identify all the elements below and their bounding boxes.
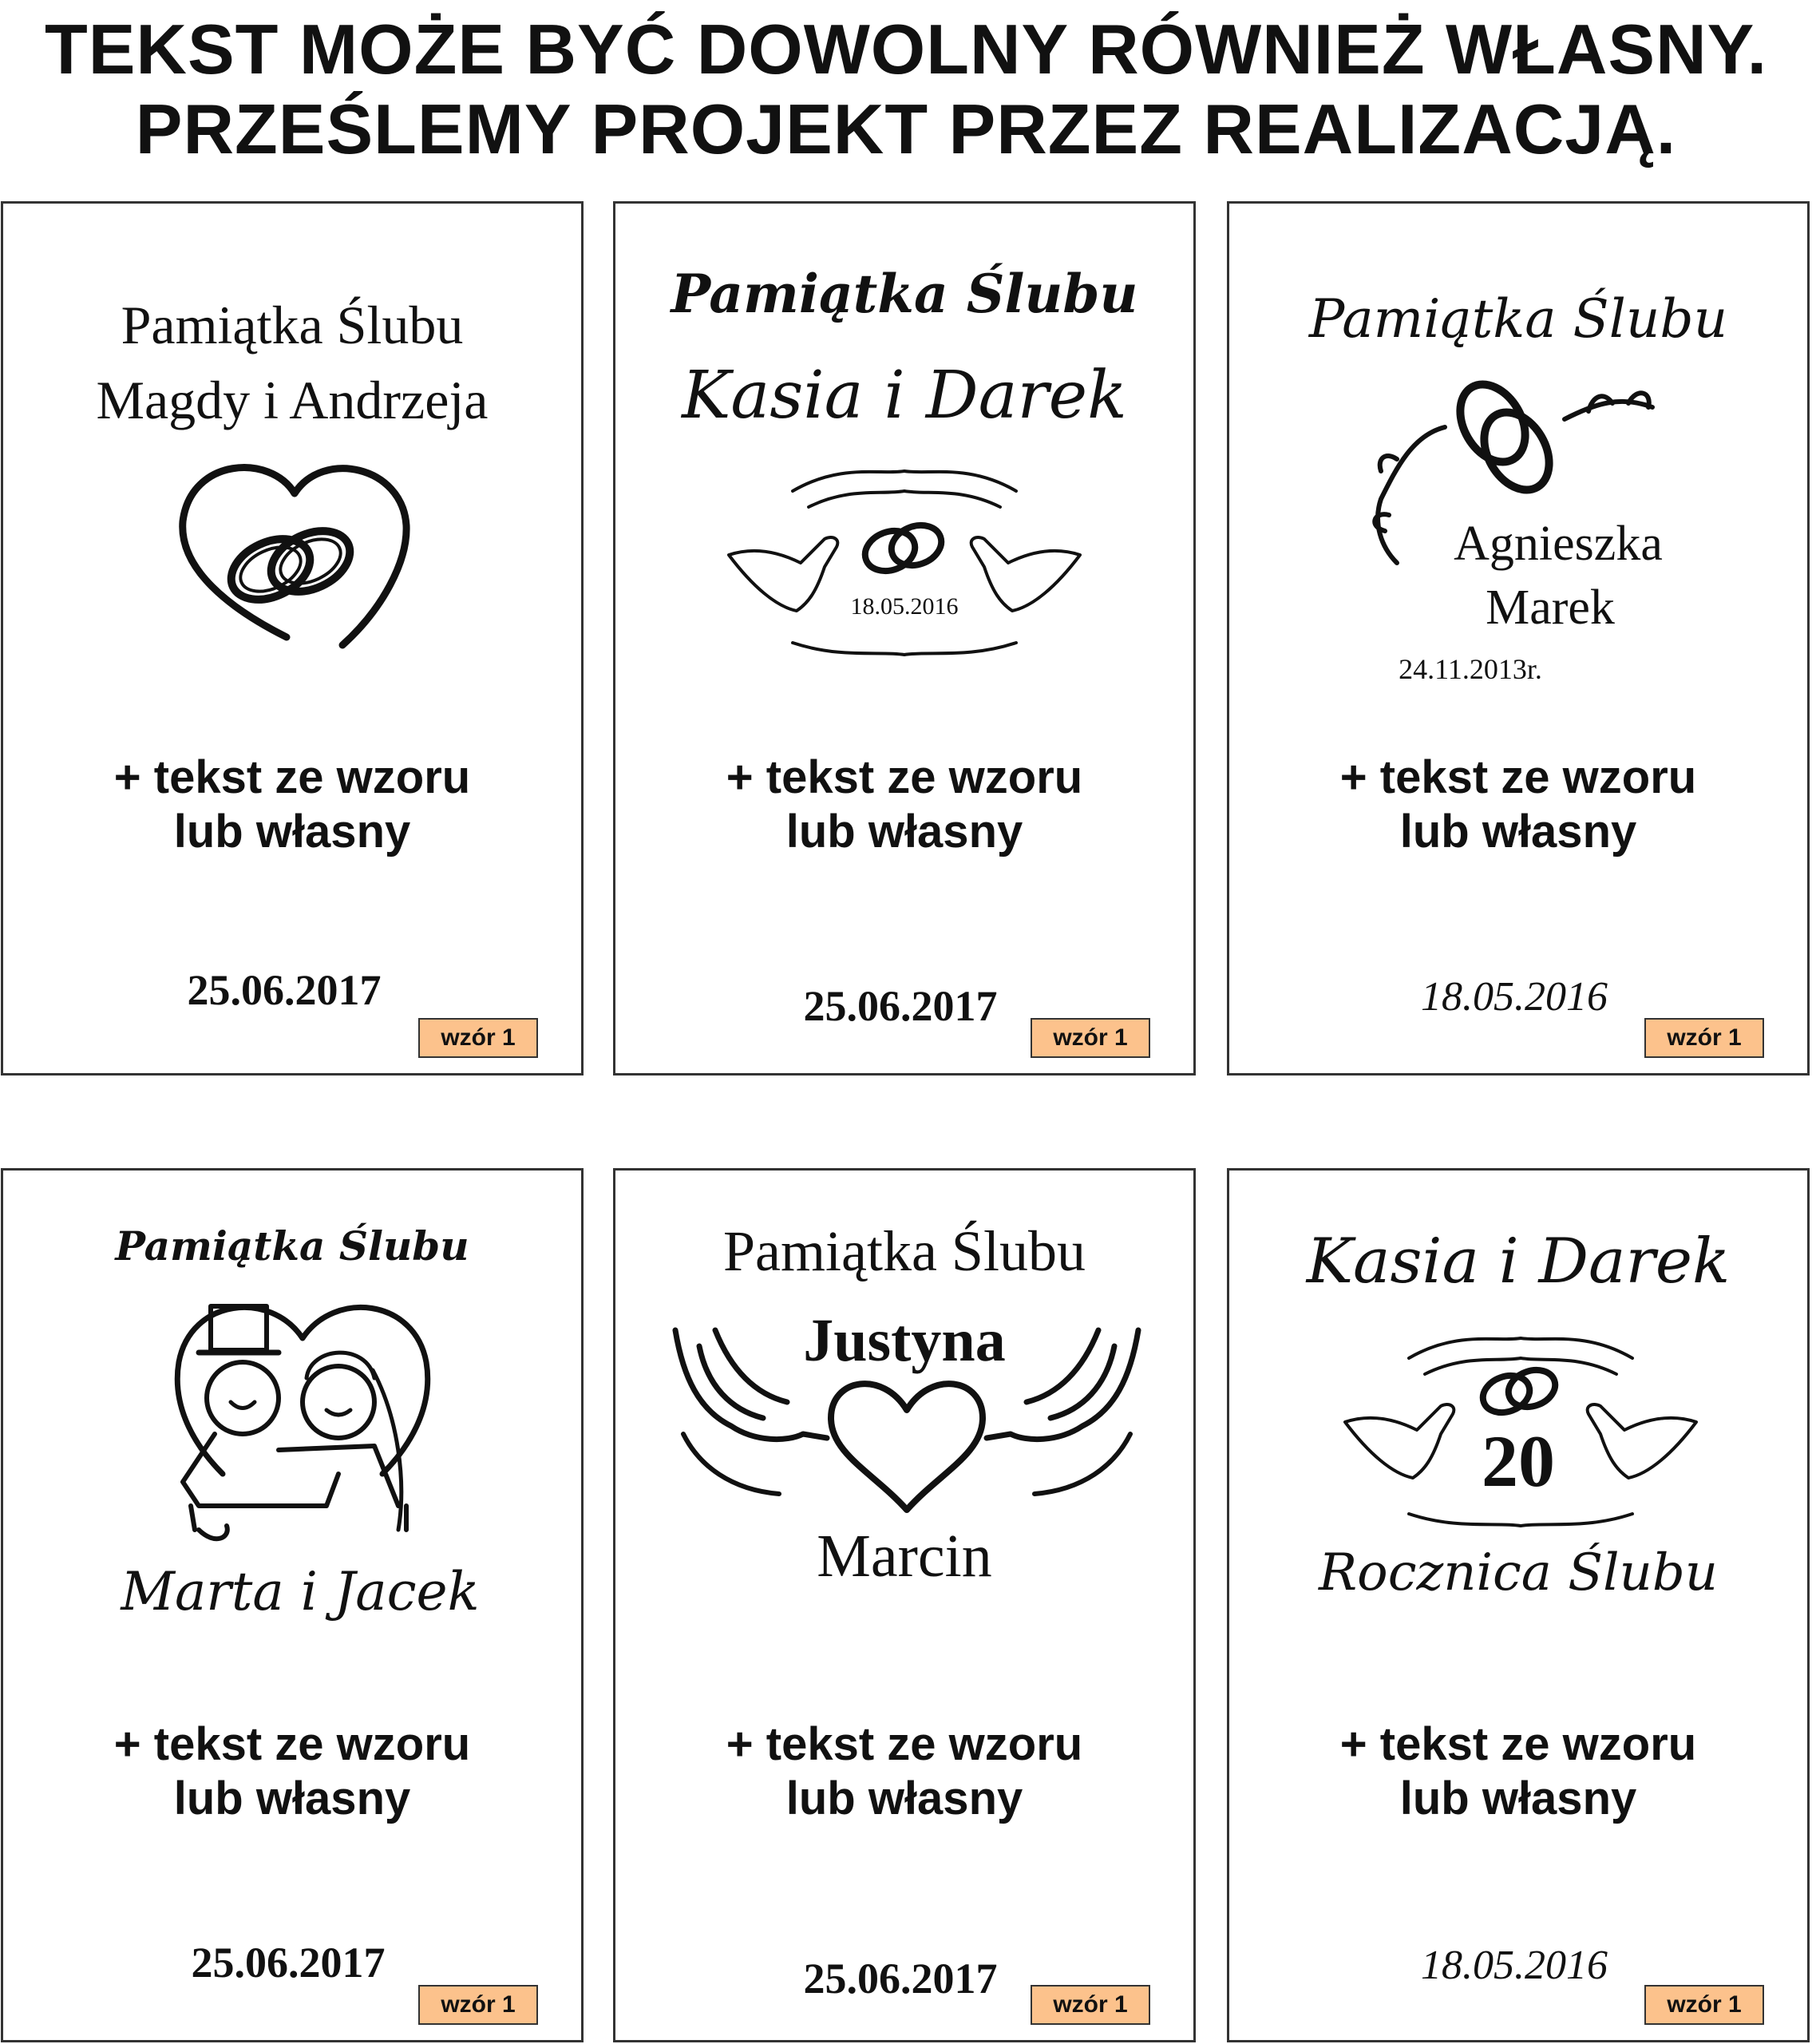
card-subtitle: Rocznica Ślubu [1318,1543,1719,1602]
card-date: 25.06.2017 [191,1939,386,1987]
design-card-4[interactable] [1,1168,584,2042]
card-name-2: Marek [1486,580,1615,635]
extra-text-line-2: lub własny [173,806,411,858]
pattern-badge[interactable]: wzór 1 [1644,1018,1764,1058]
design-card-3[interactable] [1227,201,1810,1075]
card-date: 18.05.2016 [1421,1943,1608,1988]
card-title: Pamiątka Ślubu [723,1219,1086,1283]
card-name-1: Justyna [803,1307,1006,1374]
pattern-badge[interactable]: wzór 1 [1031,1985,1150,2025]
extra-text-line-2: lub własny [785,1773,1023,1824]
card-date: 25.06.2017 [803,1955,998,2002]
card-names: Magdy i Andrzeja [96,370,489,430]
extra-text-line-1: + tekst ze wzoru [113,751,471,803]
pattern-badge[interactable]: wzór 1 [1031,1018,1150,1058]
extra-text-line-1: + tekst ze wzoru [726,751,1083,803]
pattern-badge[interactable]: wzór 1 [418,1018,538,1058]
headline-line-2: PRZEŚLEMY PROJEKT PRZEZ REALIZACJĄ. [135,89,1677,168]
extra-text-line-2: lub własny [785,806,1023,858]
design-card-5[interactable] [613,1168,1196,2042]
headline-line-1: TEKST MOŻE BYĆ DOWOLNY RÓWNIEŻ WŁASNY. [44,10,1768,89]
design-card-6[interactable] [1227,1168,1810,2042]
anniversary-number: 20 [1482,1420,1555,1502]
heart-rings-icon [175,450,414,657]
card-date: 25.06.2017 [187,966,382,1014]
card-date: 25.06.2017 [803,982,998,1030]
card-title: Kasia i Darek [1306,1226,1731,1297]
extra-text-line-2: lub własny [173,1773,411,1824]
card-title: Pamiątka Ślubu [115,1222,469,1270]
pattern-badge[interactable]: wzór 1 [1644,1985,1764,2025]
inner-date: 24.11.2013r. [1399,653,1542,685]
extra-text-line-1: + tekst ze wzoru [113,1718,471,1770]
card-title: Pamiątka Ślubu [1308,288,1728,350]
card-title: Pamiątka Ślubu [121,295,464,355]
card-names: Kasia i Darek [682,358,1127,434]
extra-text-line-2: lub własny [1399,1773,1637,1824]
design-card-1[interactable] [1,201,584,1075]
design-card-2[interactable] [613,201,1196,1075]
doves-heart-icon [667,1314,1146,1522]
extra-text-line-1: + tekst ze wzoru [1339,751,1697,803]
card-names: Marta i Jacek [121,1561,480,1622]
bride-groom-icon [167,1290,438,1546]
card-title: Pamiątka Ślubu [671,263,1138,325]
extra-text-line-2: lub własny [1399,806,1637,858]
pattern-badge[interactable]: wzór 1 [418,1985,538,2025]
extra-text-line-1: + tekst ze wzoru [1339,1718,1697,1770]
inner-date: 18.05.2016 [850,593,959,620]
card-name-2: Marcin [817,1523,992,1590]
doves-rings-frame-icon [721,459,1088,667]
extra-text-line-1: + tekst ze wzoru [726,1718,1083,1770]
card-date: 18.05.2016 [1421,974,1608,1020]
card-name-1: Agnieszka [1454,517,1663,571]
